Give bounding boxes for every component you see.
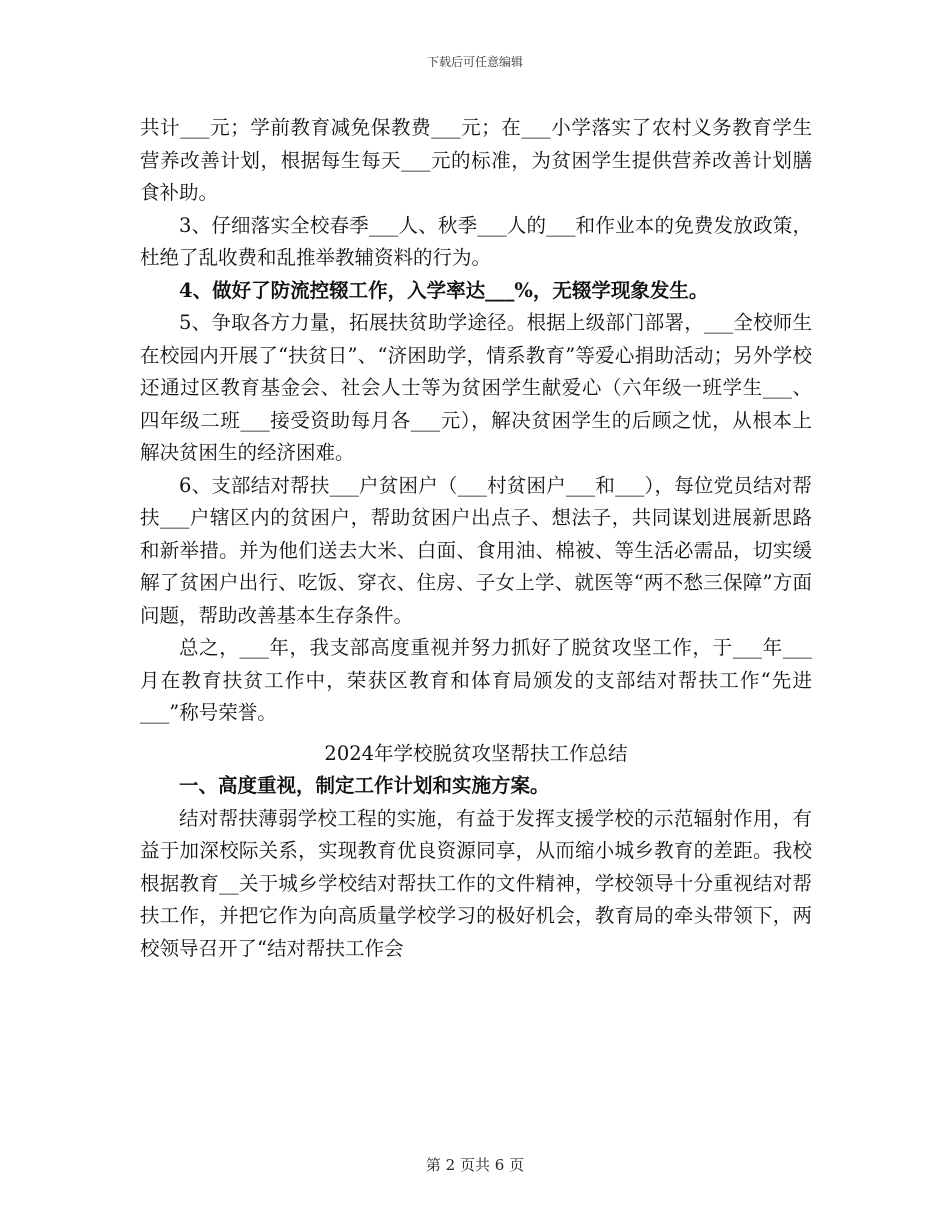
paragraph-item-5: 5、争取各方力量，拓展扶贫助学途径。根据上级部门部署，___全校师生在校园内开展了“扶贫日”、“济困助学，情系教育”等爱心捐助活动；另外学校还通过区教育基金会、社会人士等为贫困学生献爱心（六年级一班学生___、四年级二班___接受资助每月各___元），解决贫困学生的后顾之忧，从根本上解决贫困生的经济困难。	[140, 311, 812, 464]
paragraph-item-6: 6、支部结对帮扶___户贫困户（___村贫困户___和___），每位党员结对帮扶___户辖区内的贫困户，帮助贫困户出点子、想法子，共同谋划进展新思路和新举措。并为他们送去大米、白面、食用油、棉被、等生活必需品，切实缓解了贫困户出行、吃饭、穿衣、住房、子女上学、就医等“两不愁三保障”方面问题，帮助改善基本生存条件。	[140, 473, 812, 627]
paragraph-item-4: 4、做好了防流控辍工作，入学率达___%，无辍学现象发生。	[179, 278, 709, 302]
page-header: 下载后可任意编辑	[426, 55, 523, 69]
paragraph-body: 结对帮扶薄弱学校工程的实施，有益于发挥支援学校的示范辐射作用，有益于加深校际关系，实现教育优良资源同享，从而缩小城乡教育的差距。我校根据教育__关于城乡学校结对帮扶工作的文件精神，学校领导十分重视结对帮扶工作，并把它作为向高质量学校学习的极好机会，教育局的牵头带领下，两校领导召开了“结对帮扶工作会	[140, 806, 812, 960]
paragraph-continuation: 共计___元；学前教育减免保教费___元；在___小学落实了农村义务教育学生营养改善计划，根据每生每天___元的标准，为贫困学生提供营养改善计划膳食补助。	[140, 116, 812, 204]
page-footer: 第 2 页共 6 页	[425, 1156, 525, 1174]
paragraph-item-3: 3、仔细落实全校春季___人、秋季___人的___和作业本的免费发放政策，杜绝了乱收费和乱推举教辅资料的行为。	[140, 213, 812, 269]
section-title: 2024年学校脱贫攻坚帮扶工作总结	[324, 741, 628, 765]
document-body	[140, 112, 812, 965]
section-subheading: 一、高度重视，制定工作计划和实施方案。	[179, 774, 550, 797]
paragraph-summary: 总之，___年，我支部高度重视并努力抓好了脱贫攻坚工作，于___年___月在教育扶贫工作中，荣获区教育和体育局颁发的支部结对帮扶工作“先进___”称号荣誉。	[140, 636, 812, 724]
